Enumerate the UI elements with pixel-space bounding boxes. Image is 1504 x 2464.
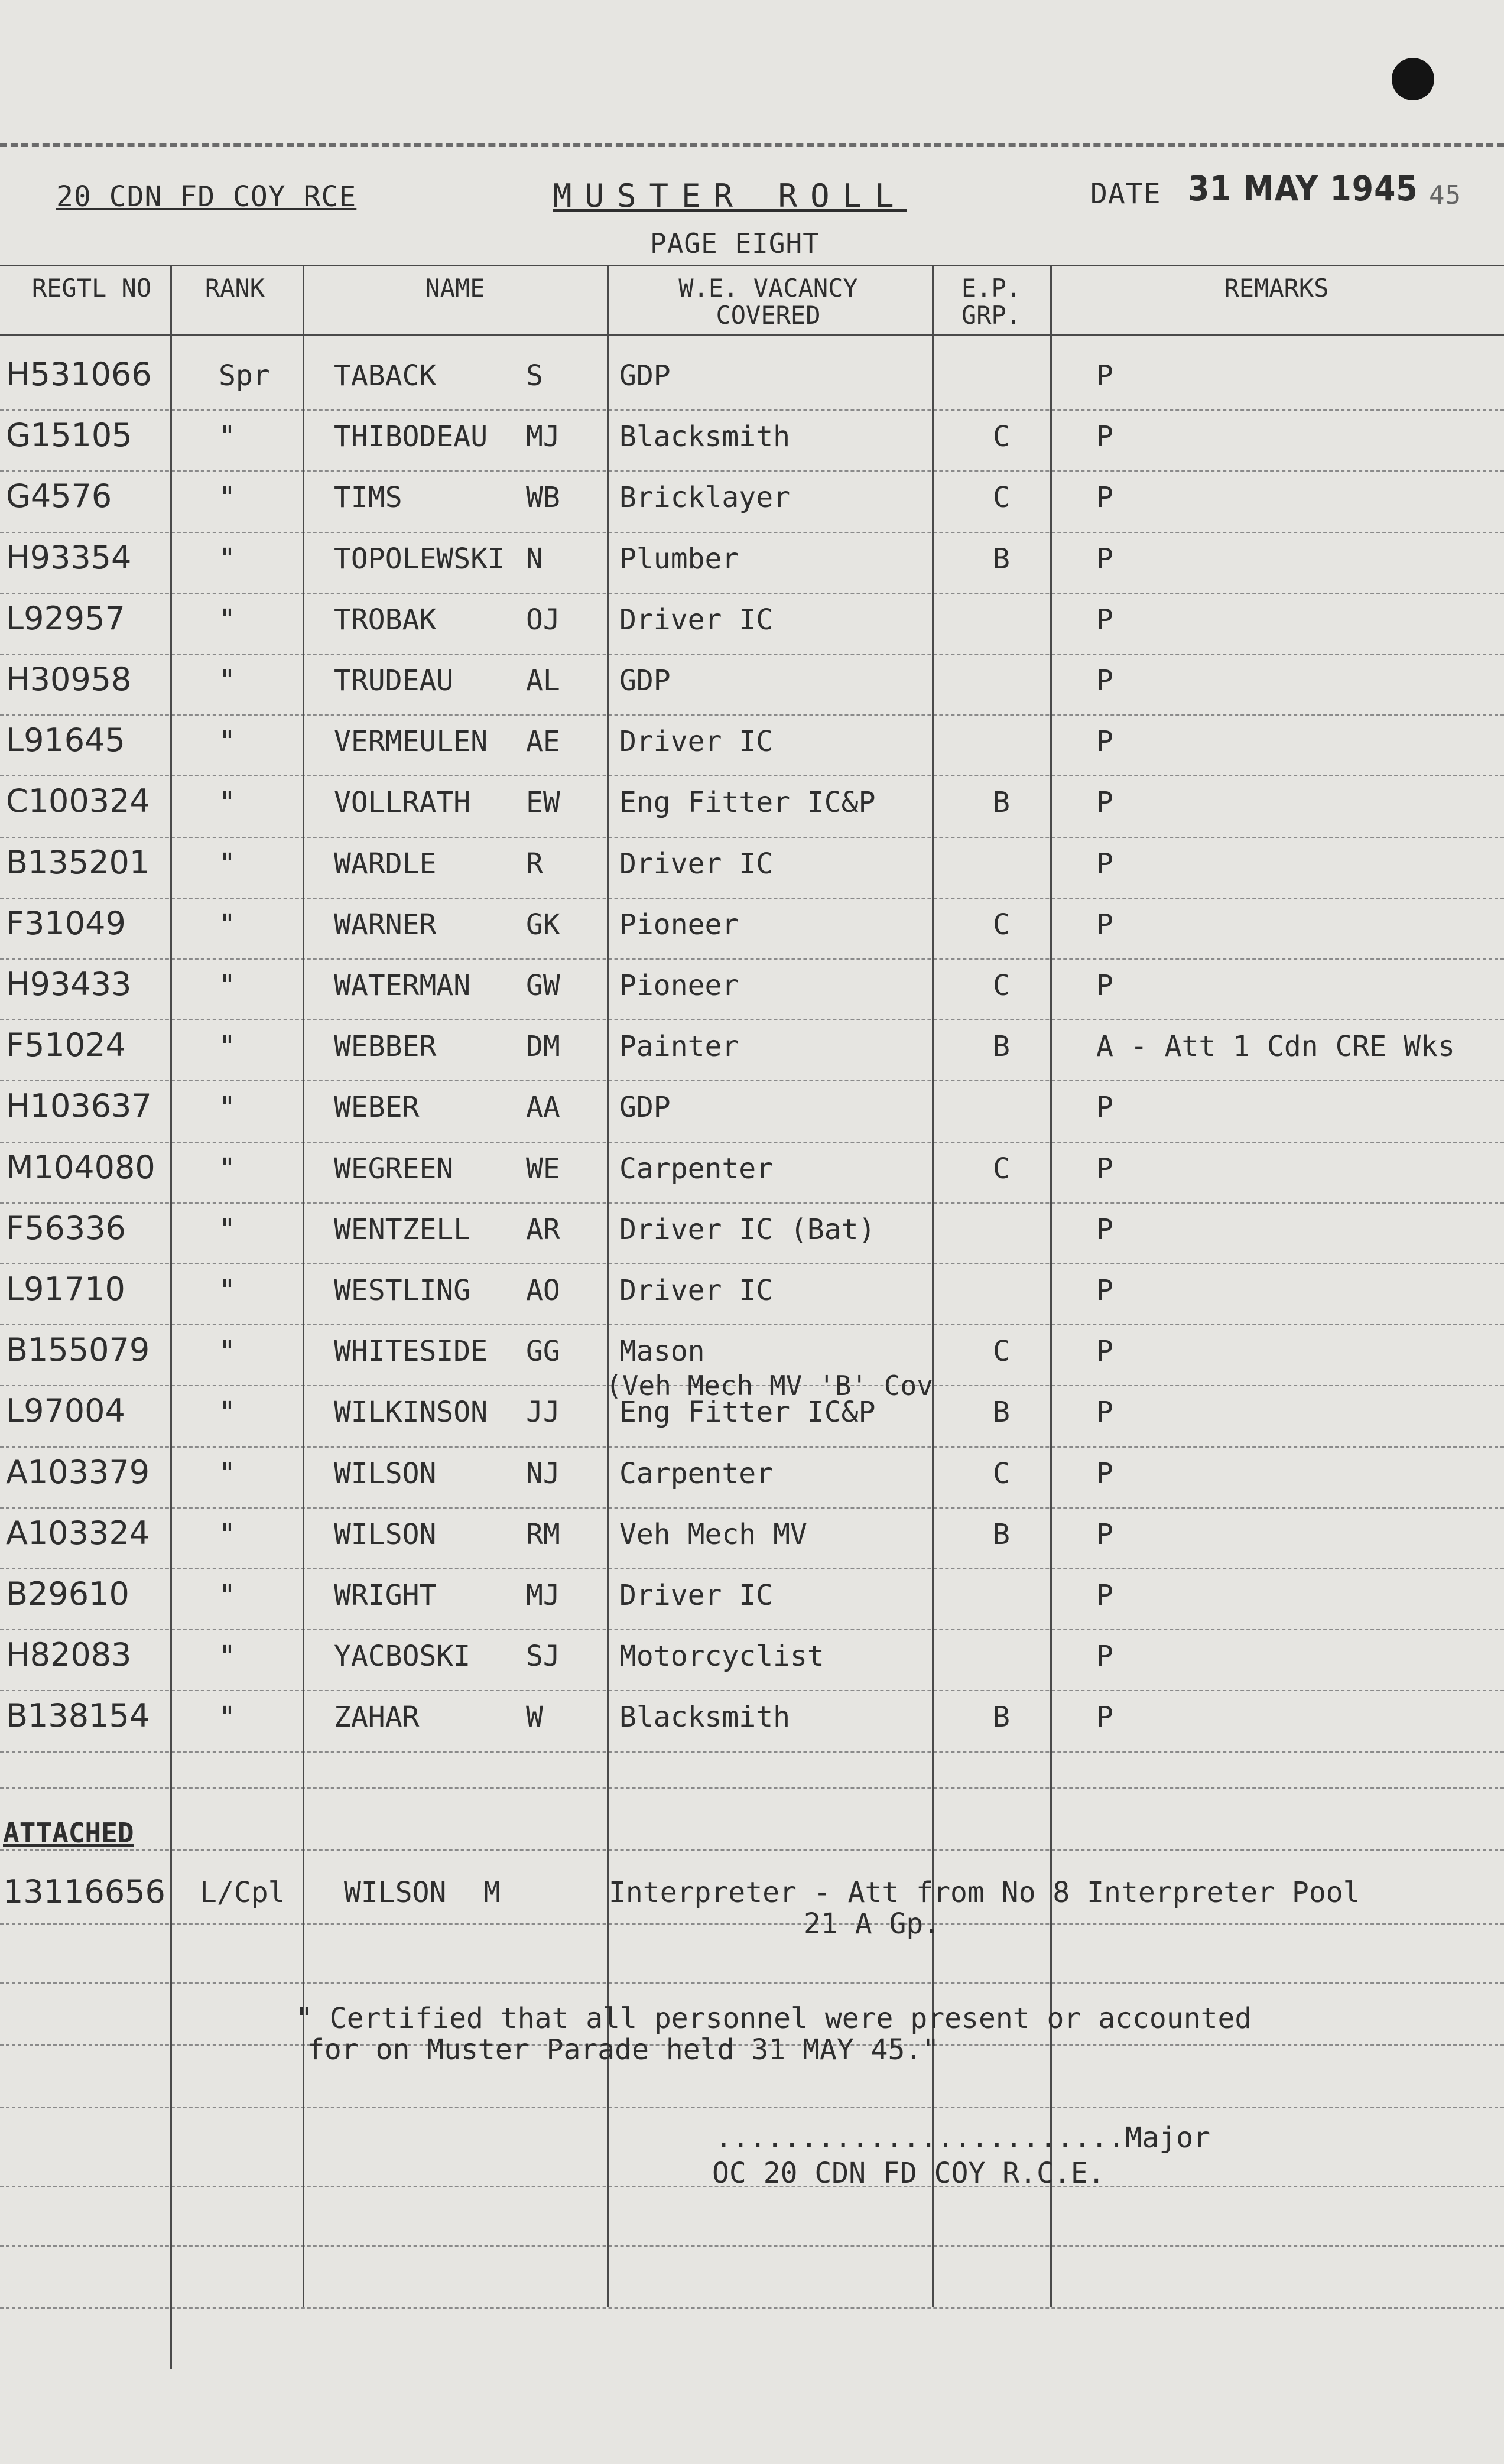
row-rank: " bbox=[219, 786, 236, 820]
row-initials: R bbox=[526, 847, 543, 880]
row-rule bbox=[0, 532, 1504, 533]
row-remarks: P bbox=[1096, 1457, 1113, 1490]
row-rule bbox=[0, 265, 1504, 266]
row-rule bbox=[0, 1923, 1504, 1925]
row-regtl: G15105 bbox=[6, 417, 132, 454]
col-header-vacancy bbox=[609, 275, 928, 329]
page-label: PAGE EIGHT bbox=[650, 227, 820, 259]
row-rank: " bbox=[219, 1457, 236, 1490]
col-header-vacancy-line2: COVERED bbox=[716, 301, 821, 330]
row-name: WARNER bbox=[334, 908, 437, 941]
signature-line: ........................Major bbox=[715, 2121, 1211, 2154]
row-rank: " bbox=[219, 420, 236, 454]
row-remarks: P bbox=[1096, 1396, 1113, 1429]
row-remarks: P bbox=[1096, 1335, 1113, 1368]
row-rule bbox=[0, 1324, 1504, 1325]
row-ep-grp: C bbox=[993, 1152, 1010, 1185]
column-rule bbox=[303, 265, 304, 2307]
row-initials: MJ bbox=[526, 420, 560, 454]
row-name: WILSON bbox=[334, 1517, 437, 1551]
row-vacancy: Motorcyclist bbox=[619, 1640, 824, 1673]
row-rule bbox=[0, 593, 1504, 594]
row-rule bbox=[0, 1446, 1504, 1448]
row-regtl: L91645 bbox=[6, 721, 125, 759]
row-rule bbox=[0, 1982, 1504, 1984]
row-vacancy: Plumber bbox=[619, 542, 739, 576]
column-rule bbox=[607, 265, 609, 2307]
row-ep-grp: B bbox=[993, 1701, 1010, 1734]
attached-name: WILSON bbox=[344, 1876, 447, 1909]
row-remarks: P bbox=[1096, 1579, 1113, 1612]
col-header-name: NAME bbox=[425, 274, 485, 303]
row-initials: SJ bbox=[526, 1640, 560, 1673]
row-rank: " bbox=[219, 1152, 236, 1185]
row-remarks: P bbox=[1096, 664, 1113, 697]
row-rule bbox=[0, 2107, 1504, 2108]
row-ep-grp: C bbox=[993, 1335, 1010, 1368]
row-vacancy: Driver IC bbox=[619, 1274, 774, 1307]
column-rule bbox=[932, 265, 934, 2307]
row-rank: " bbox=[219, 847, 236, 880]
row-name: WEBBER bbox=[334, 1030, 437, 1064]
row-regtl: G4576 bbox=[6, 477, 112, 515]
row-rule bbox=[0, 1019, 1504, 1020]
row-initials: GG bbox=[526, 1335, 560, 1368]
row-name: WARDLE bbox=[334, 847, 437, 880]
row-regtl: A103324 bbox=[6, 1514, 150, 1552]
certification-text bbox=[295, 2002, 1252, 2066]
row-vacancy: Driver IC bbox=[619, 603, 774, 636]
row-rule bbox=[0, 1787, 1504, 1789]
row-regtl: B135201 bbox=[6, 843, 150, 881]
row-name: TABACK bbox=[334, 359, 437, 392]
row-rule bbox=[0, 2245, 1504, 2247]
row-rule bbox=[0, 1080, 1504, 1081]
row-vacancy: Blacksmith bbox=[619, 1701, 790, 1734]
row-initials: AE bbox=[526, 725, 560, 759]
row-regtl: L92957 bbox=[6, 599, 125, 637]
row-rank: " bbox=[219, 908, 236, 941]
attached-initials: M bbox=[483, 1876, 501, 1909]
row-regtl: F51024 bbox=[6, 1026, 126, 1064]
col-header-grp-line2: GRP. bbox=[961, 301, 1022, 330]
row-initials: DM bbox=[526, 1030, 560, 1064]
row-remarks: P bbox=[1096, 359, 1113, 392]
row-rank: " bbox=[219, 1335, 236, 1368]
row-rule bbox=[0, 1751, 1504, 1753]
row-remarks: P bbox=[1096, 725, 1113, 759]
column-rule bbox=[1050, 265, 1052, 2307]
row-ep-grp: C bbox=[993, 908, 1010, 941]
row-name: TROBAK bbox=[334, 603, 437, 636]
row-remarks: P bbox=[1096, 603, 1113, 636]
row-initials: MJ bbox=[526, 1579, 560, 1612]
row-regtl: H30958 bbox=[6, 661, 132, 698]
row-name: TRUDEAU bbox=[334, 664, 454, 697]
row-initials: GW bbox=[526, 969, 560, 1002]
row-name: WATERMAN bbox=[334, 969, 471, 1002]
row-rule bbox=[0, 1263, 1504, 1264]
row-regtl: F31049 bbox=[6, 904, 126, 942]
row-initials: AL bbox=[526, 664, 560, 697]
row-rule bbox=[0, 654, 1504, 655]
row-vacancy: Painter bbox=[619, 1030, 739, 1064]
row-rank: " bbox=[219, 1396, 236, 1429]
row-initials: GK bbox=[526, 908, 560, 941]
row-remarks: A - Att 1 Cdn CRE Wks bbox=[1096, 1030, 1455, 1064]
row-name: WEBER bbox=[334, 1091, 420, 1124]
row-vacancy: Blacksmith bbox=[619, 420, 790, 454]
row-rule bbox=[0, 958, 1504, 960]
row-ep-grp: C bbox=[993, 481, 1010, 515]
row-remarks: P bbox=[1096, 420, 1113, 454]
row-rule bbox=[0, 470, 1504, 472]
col-header-vacancy-line1: W.E. VACANCY bbox=[678, 274, 858, 303]
row-regtl: B155079 bbox=[6, 1331, 150, 1369]
row-ep-grp: B bbox=[993, 542, 1010, 576]
row-vacancy: Carpenter bbox=[619, 1152, 774, 1185]
column-rule bbox=[170, 2307, 172, 2369]
row-rule bbox=[0, 1202, 1504, 1204]
row-rule bbox=[0, 334, 1504, 336]
row-rank: " bbox=[219, 1701, 236, 1734]
row-rule bbox=[0, 775, 1504, 776]
row-rank: " bbox=[219, 1213, 236, 1246]
row-regtl: B29610 bbox=[6, 1575, 129, 1613]
row-ep-grp: B bbox=[993, 1030, 1010, 1064]
row-rule bbox=[0, 1568, 1504, 1569]
row-remarks: P bbox=[1096, 969, 1113, 1002]
row-remarks: P bbox=[1096, 1152, 1113, 1185]
row-regtl: H531066 bbox=[6, 356, 152, 393]
attached-heading: ATTACHED bbox=[3, 1817, 134, 1849]
row-rank: " bbox=[219, 969, 236, 1002]
row-rank: " bbox=[219, 664, 236, 697]
row-regtl: H93433 bbox=[6, 966, 132, 1003]
row-vacancy: Driver IC bbox=[619, 847, 774, 880]
row-rule bbox=[0, 409, 1504, 411]
row-initials: EW bbox=[526, 786, 560, 820]
row-rule bbox=[0, 1849, 1504, 1851]
row-remarks: P bbox=[1096, 786, 1113, 820]
date-label: DATE bbox=[1090, 177, 1161, 210]
row-vacancy: Bricklayer bbox=[619, 481, 790, 515]
row-vacancy: Driver IC bbox=[619, 725, 774, 759]
row-rank: Spr bbox=[219, 359, 270, 392]
row-name: WESTLING bbox=[334, 1274, 471, 1307]
row-vacancy: Pioneer bbox=[619, 908, 739, 941]
row-initials: WE bbox=[526, 1152, 560, 1185]
row-regtl: A103379 bbox=[6, 1453, 150, 1491]
row-rule bbox=[0, 1142, 1504, 1143]
row-regtl: H82083 bbox=[6, 1636, 132, 1674]
row-name: WILKINSON bbox=[334, 1396, 488, 1429]
row-vacancy: GDP bbox=[619, 1091, 671, 1124]
row-vacancy: Eng Fitter IC&P bbox=[619, 786, 876, 820]
row-name: ZAHAR bbox=[334, 1701, 420, 1734]
row-ep-grp: B bbox=[993, 1517, 1010, 1551]
row-rule bbox=[0, 1507, 1504, 1509]
row-rank: " bbox=[219, 481, 236, 515]
row-rank: " bbox=[219, 542, 236, 576]
row-initials: AA bbox=[526, 1091, 560, 1124]
col-header-grp-line1: E.P. bbox=[961, 274, 1022, 303]
row-regtl: L91710 bbox=[6, 1270, 125, 1308]
row-name: TIMS bbox=[334, 481, 402, 515]
row-name: WRIGHT bbox=[334, 1579, 437, 1612]
signature-title: OC 20 CDN FD COY R.C.E. bbox=[712, 2157, 1105, 2190]
punch-hole bbox=[1392, 58, 1434, 100]
col-header-grp bbox=[934, 275, 1049, 329]
row-vacancy: Driver IC bbox=[619, 1579, 774, 1612]
row-rule bbox=[0, 898, 1504, 899]
row-remarks: P bbox=[1096, 1640, 1113, 1673]
row-vacancy: Carpenter bbox=[619, 1457, 774, 1490]
row-rank: " bbox=[219, 1579, 236, 1612]
row-remarks: P bbox=[1096, 908, 1113, 941]
row-rule bbox=[0, 1629, 1504, 1630]
row-regtl: M104080 bbox=[6, 1148, 155, 1186]
col-header-regtl: REGTL NO bbox=[31, 274, 152, 303]
unit-name: 20 CDN FD COY RCE bbox=[56, 180, 357, 213]
row-remarks: P bbox=[1096, 1517, 1113, 1551]
row-initials: W bbox=[526, 1701, 543, 1734]
row-name: WILSON bbox=[334, 1457, 437, 1490]
row-initials: WB bbox=[526, 481, 560, 515]
row-initials: N bbox=[526, 542, 543, 576]
row-vacancy: Pioneer bbox=[619, 969, 739, 1002]
row-name: WENTZELL bbox=[334, 1213, 471, 1246]
row-initials: JJ bbox=[526, 1396, 560, 1429]
row-vacancy: GDP bbox=[619, 664, 671, 697]
row-remarks: P bbox=[1096, 1701, 1113, 1734]
row-ep-grp: B bbox=[993, 786, 1010, 820]
page-number: 45 bbox=[1429, 180, 1461, 210]
certification-line1: " Certified that all personnel were present or accounted bbox=[295, 2002, 1252, 2035]
row-name: TOPOLEWSKI bbox=[334, 542, 505, 576]
row-rule bbox=[0, 714, 1504, 716]
row-rank: " bbox=[219, 1030, 236, 1064]
row-name: WEGREEN bbox=[334, 1152, 454, 1185]
certification-line2: for on Muster Parade held 31 MAY 45." bbox=[307, 2033, 940, 2066]
row-ep-grp: B bbox=[993, 1396, 1010, 1429]
row-regtl: H103637 bbox=[6, 1087, 152, 1125]
row-regtl: C100324 bbox=[6, 782, 150, 820]
row-remarks: P bbox=[1096, 481, 1113, 515]
attached-remarks-line2: 21 A Gp. bbox=[804, 1907, 941, 1940]
wilkinson-extra-note: (Veh Mech MV 'B' Cov bbox=[606, 1370, 933, 1402]
row-initials: AO bbox=[526, 1274, 560, 1307]
row-remarks: P bbox=[1096, 847, 1113, 880]
row-regtl: H93354 bbox=[6, 538, 132, 576]
row-vacancy: Mason bbox=[619, 1335, 705, 1368]
row-rank: " bbox=[219, 1640, 236, 1673]
row-remarks: P bbox=[1096, 1091, 1113, 1124]
row-rule bbox=[0, 837, 1504, 838]
row-rank: " bbox=[219, 1274, 236, 1307]
row-initials: S bbox=[526, 359, 543, 392]
row-rank: " bbox=[219, 725, 236, 759]
row-name: YACBOSKI bbox=[334, 1640, 471, 1673]
row-vacancy: GDP bbox=[619, 359, 671, 392]
row-vacancy: Driver IC (Bat) bbox=[619, 1213, 876, 1246]
row-regtl: F56336 bbox=[6, 1209, 126, 1247]
row-initials: RM bbox=[526, 1517, 560, 1551]
row-initials: NJ bbox=[526, 1457, 560, 1490]
row-remarks: P bbox=[1096, 542, 1113, 576]
perforation-line bbox=[0, 143, 1504, 147]
row-rank: " bbox=[219, 603, 236, 636]
row-rule bbox=[0, 1690, 1504, 1691]
row-rank: " bbox=[219, 1517, 236, 1551]
row-name: VERMEULEN bbox=[334, 725, 488, 759]
row-name: VOLLRATH bbox=[334, 786, 471, 820]
date-stamp: 31 MAY 1945 bbox=[1188, 168, 1418, 209]
row-remarks: P bbox=[1096, 1213, 1113, 1246]
row-ep-grp: C bbox=[993, 1457, 1010, 1490]
row-ep-grp: C bbox=[993, 420, 1010, 454]
row-initials: AR bbox=[526, 1213, 560, 1246]
attached-rank: L/Cpl bbox=[200, 1876, 285, 1909]
row-rule bbox=[0, 2307, 1504, 2309]
row-regtl: B138154 bbox=[6, 1697, 150, 1735]
row-vacancy: Veh Mech MV bbox=[619, 1517, 807, 1551]
row-vacancy: Eng Fitter IC&P bbox=[619, 1396, 876, 1429]
col-header-rank: RANK bbox=[204, 274, 265, 303]
row-rank: " bbox=[219, 1091, 236, 1124]
column-rule bbox=[170, 265, 172, 2307]
attached-remarks-line1: Interpreter - Att from No 8 Interpreter Pool bbox=[609, 1876, 1360, 1909]
row-regtl: L97004 bbox=[6, 1392, 125, 1430]
col-header-remarks: REMARKS bbox=[1224, 274, 1329, 303]
row-name: THIBODEAU bbox=[334, 420, 488, 454]
row-remarks: P bbox=[1096, 1274, 1113, 1307]
row-initials: OJ bbox=[526, 603, 560, 636]
attached-regtl: 13116656 bbox=[3, 1873, 165, 1910]
row-name: WHITESIDE bbox=[334, 1335, 488, 1368]
row-ep-grp: C bbox=[993, 969, 1010, 1002]
document-title: MUSTER ROLL bbox=[553, 177, 907, 214]
